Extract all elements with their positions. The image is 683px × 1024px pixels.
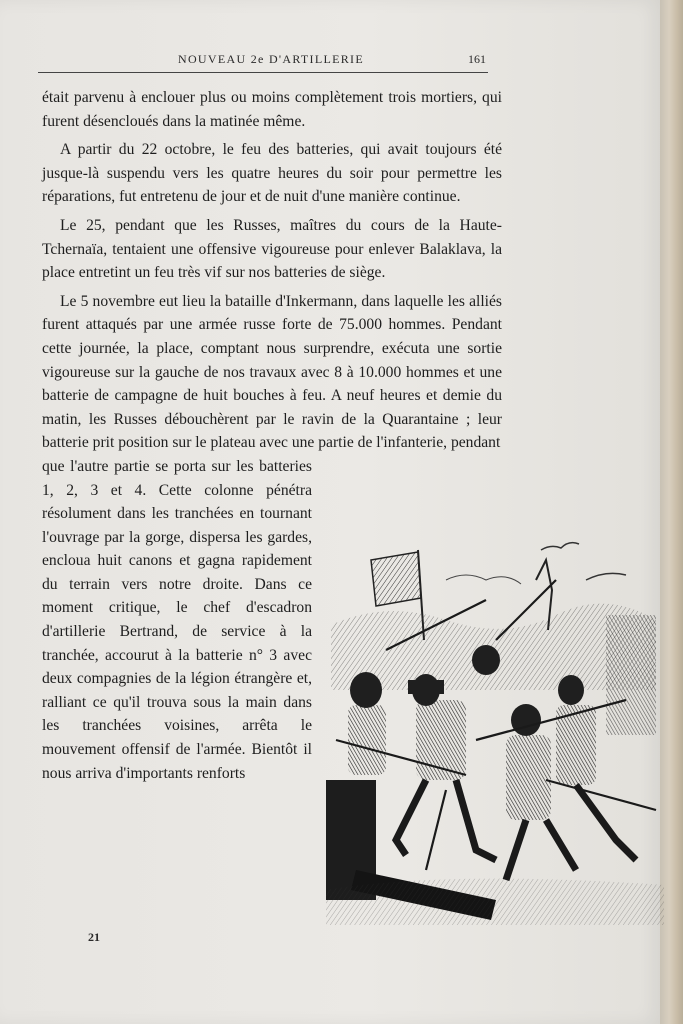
page-number: 161 <box>468 52 486 66</box>
signature-mark: 21 <box>88 930 100 944</box>
paragraph-3: Le 25, pendant que les Russes, maîtres du cours de la Haute-Tchernaïa, tentaient une offensive vigoureuse pour enlever Balaklava, la place entretint un feu très vif sur nos batteries de siège. <box>42 216 502 282</box>
battle-engraving-illustration <box>326 540 664 925</box>
running-head <box>38 50 488 73</box>
paragraph-4-continued: que l'autre partie se porta sur les batteries 1, 2, 3 et 4. Cette colonne pénétra résolument dans les tranchées en tournant l'ouvrage par la gorge, dispersa les gardes, encloua huit canons et gagna rapidement du terrain vers notre droite. Dans ce moment critique, le chef d'escadron d'artillerie Bertrand, de service à la tranchée, accourut à la batterie n° 3 avec deux compagnies de la légion étrangère et, ralliant ce qu'il trouva sous la main dans les tranchées voisines, arrêta le mouvement offensif de l'armée. Bientôt il nous arriva d'importants renforts <box>42 457 312 782</box>
battle-engraving-icon <box>326 540 664 925</box>
paragraph-1: était parvenu à enclouer plus ou moins complètement trois mortiers, qui furent désencloués dans la matinée même. <box>42 89 502 130</box>
paragraph-4: Le 5 novembre eut lieu la bataille d'Inkermann, dans laquelle les alliés furent attaqués par une armée russe forte de 75.000 hommes. Pendant cette journée, la place, comptant nous surprendre, exécuta une sortie vigoureuse sur la gauche de nos travaux avec 8 à 10.000 hommes et une batterie de campagne de huit bouches à feu. A neuf heures et demie du matin, les Russes débouchèrent par le ravin de la Quarantaine ; leur batterie prit position sur le plateau avec une partie de l'infanterie, pendant <box>42 292 502 452</box>
paragraph-2: A partir du 22 octobre, le feu des batteries, qui avait toujours été jusque-là suspendu vers les quatre heures du soir pour permettre les réparations, fut entretenu de jour et de nuit d'une manière continue. <box>42 141 502 206</box>
running-title: NOUVEAU 2e D'ARTILLERIE <box>178 52 364 66</box>
